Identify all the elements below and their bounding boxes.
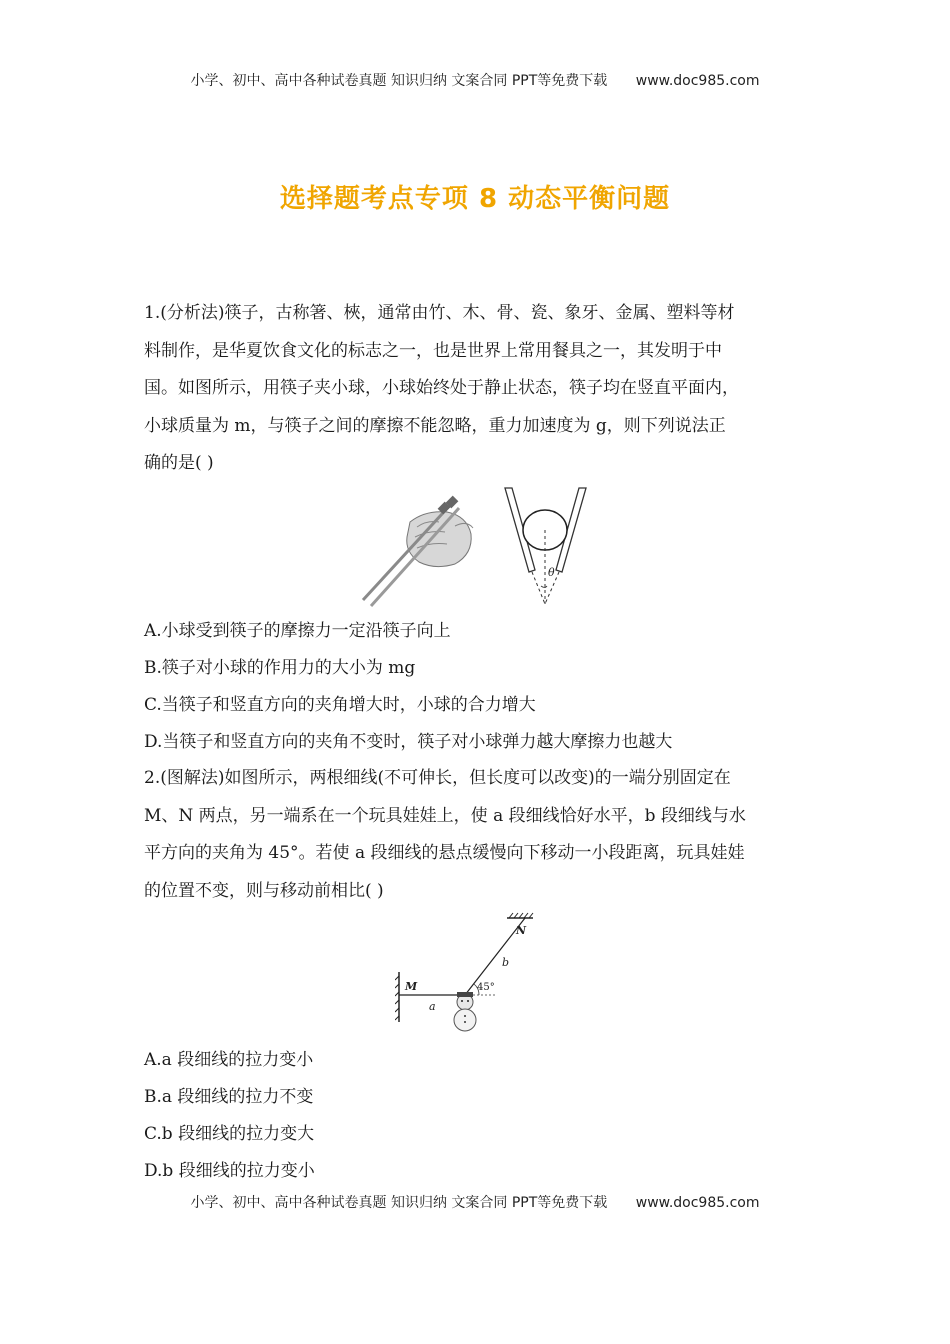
question-1-line: 小球质量为 m，与筷子之间的摩擦不能忽略，重力加速度为 g，则下列说法正 <box>144 415 726 436</box>
question-2-line: 平方向的夹角为 45°。若使 a 段细线的悬点缓慢向下移动一小段距离，玩具娃娃 <box>144 843 745 863</box>
option-b[interactable]: B.筷子对小球的作用力的大小为 mg <box>144 658 416 678</box>
question-1-line: 料制作，是华夏饮食文化的标志之一，也是世界上常用餐具之一，其发明于中 <box>144 340 722 361</box>
question-1-line: 确的是( ) <box>144 453 214 473</box>
footer-url[interactable]: www.doc985.com <box>635 1195 760 1211</box>
question-2-line: 的位置不变，则与移动前相比( ) <box>144 880 384 901</box>
question-2-options <box>144 1042 814 1190</box>
question-1 <box>144 295 814 483</box>
question-1-line: 1.(分析法)筷子，古称箸、梜，通常由竹、木、骨、瓷、象牙、金属、塑料等材 <box>144 303 735 323</box>
header-url[interactable]: www.doc985.com <box>635 73 760 89</box>
question-1-line: 国。如图所示，用筷子夹小球，小球始终处于静止状态，筷子均在竖直平面内， <box>144 378 739 398</box>
toy-doll <box>454 992 476 1031</box>
question-2-line: M、N 两点，另一端系在一个玩具娃娃上，使 a 段细线恰好水平，b 段细线与水 <box>144 805 746 826</box>
option-c[interactable]: C.当筷子和竖直方向的夹角增大时，小球的合力增大 <box>144 695 536 715</box>
label-m: M <box>405 980 418 993</box>
label-b: b <box>502 956 510 969</box>
question-1-options <box>144 613 814 761</box>
question-2-line: 2.(图解法)如图所示，两根细线(不可伸长，但长度可以改变)的一端分别固定在 <box>144 768 731 788</box>
label-a: a <box>429 1000 436 1013</box>
ball-diagram <box>505 488 586 604</box>
option-d[interactable]: D.当筷子和竖直方向的夹角不变时，筷子对小球弹力越大摩擦力也越大 <box>144 732 673 752</box>
page-title: 选择题考点专项 8 动态平衡问题 <box>279 184 671 214</box>
theta-label: θ <box>548 566 555 579</box>
page-header <box>0 70 950 90</box>
hand-illustration <box>407 512 473 567</box>
page-footer <box>0 1192 950 1212</box>
option-a[interactable]: A.小球受到筷子的摩擦力一定沿筷子向上 <box>144 621 451 641</box>
label-angle: 45° <box>477 982 495 993</box>
toy-doll-figure <box>395 910 535 1035</box>
question-2 <box>144 760 814 910</box>
header-text: 小学、初中、高中各种试卷真题 知识归纳 文案合同 PPT等免费下载 <box>190 73 608 89</box>
footer-text: 小学、初中、高中各种试卷真题 知识归纳 文案合同 PPT等免费下载 <box>190 1195 608 1211</box>
option-d[interactable]: D.b 段细线的拉力变小 <box>144 1161 315 1181</box>
option-c[interactable]: C.b 段细线的拉力变大 <box>144 1124 315 1144</box>
chopsticks-figure <box>355 482 605 612</box>
option-b[interactable]: B.a 段细线的拉力不变 <box>144 1087 314 1107</box>
option-a[interactable]: A.a 段细线的拉力变小 <box>144 1050 314 1070</box>
label-n: N <box>516 924 527 937</box>
